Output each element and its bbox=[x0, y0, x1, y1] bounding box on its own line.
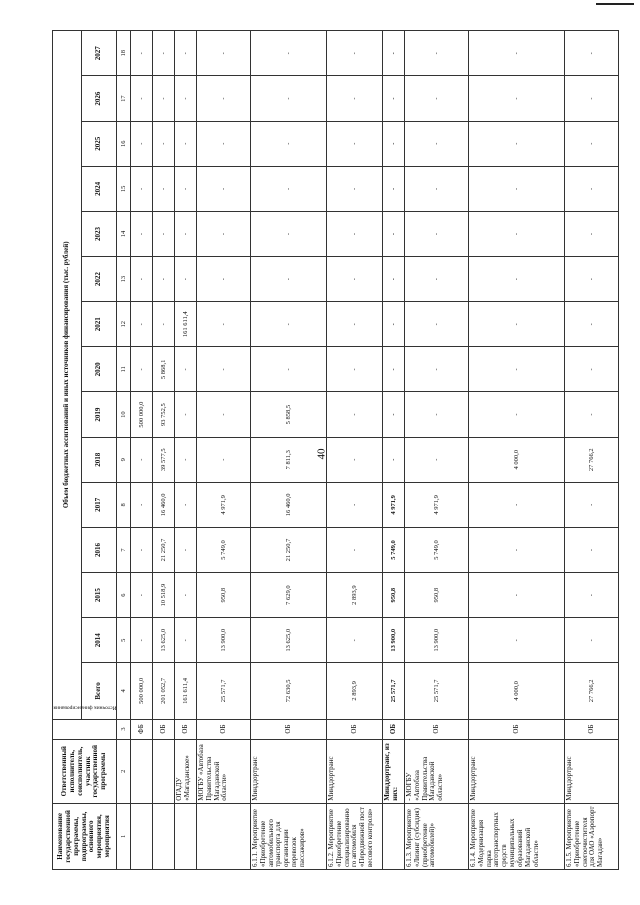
table-row bbox=[383, 31, 405, 870]
row-name: 6.1.3. Мероприятие «Лизинг (субсидия) (приобретение автомобилей)» bbox=[405, 803, 469, 869]
header-year: 2015 bbox=[82, 573, 117, 618]
column-index: 16 bbox=[117, 121, 131, 166]
header-year: 2021 bbox=[82, 302, 117, 347]
row-value: - bbox=[327, 76, 383, 121]
row-responsible: ОГАДУ «Магаданское» bbox=[175, 739, 197, 803]
row-value: - bbox=[405, 437, 469, 482]
row-value: 500 000,0 bbox=[131, 663, 153, 719]
row-value: - bbox=[469, 392, 565, 437]
row-value: 4 971,9 bbox=[405, 482, 469, 527]
row-value: - bbox=[175, 392, 197, 437]
row-value: - bbox=[197, 31, 251, 77]
row-value: - bbox=[175, 437, 197, 482]
page-number: 40 bbox=[315, 448, 328, 460]
column-index: 14 bbox=[117, 211, 131, 256]
row-value: 25 571,7 bbox=[383, 663, 405, 719]
row-value: - bbox=[197, 166, 251, 211]
row-value: - bbox=[251, 347, 327, 392]
row-value: - bbox=[175, 121, 197, 166]
row-value: - bbox=[175, 527, 197, 572]
rotated-table-wrapper bbox=[52, 30, 605, 870]
row-value: - bbox=[327, 392, 383, 437]
row-source: ОБ bbox=[405, 719, 469, 739]
row-value: - bbox=[251, 302, 327, 347]
row-value: - bbox=[131, 482, 153, 527]
row-name bbox=[131, 803, 153, 869]
row-responsible bbox=[153, 739, 175, 803]
row-name bbox=[153, 803, 175, 869]
row-value: - bbox=[131, 347, 153, 392]
row-value: - bbox=[153, 257, 175, 302]
row-value: - bbox=[175, 257, 197, 302]
row-value: - bbox=[197, 257, 251, 302]
row-value: - bbox=[197, 302, 251, 347]
row-value: - bbox=[327, 618, 383, 663]
header-year: 2017 bbox=[82, 482, 117, 527]
row-value: - bbox=[565, 527, 619, 572]
row-value: - bbox=[131, 76, 153, 121]
row-source: ОБ bbox=[383, 719, 405, 739]
row-value: 161 611,4 bbox=[175, 663, 197, 719]
row-value: - bbox=[197, 76, 251, 121]
header-year: 2014 bbox=[82, 618, 117, 663]
row-value: - bbox=[383, 211, 405, 256]
row-responsible: Минддортранс bbox=[251, 739, 327, 803]
row-value: - bbox=[175, 76, 197, 121]
row-responsible: Минддортранс bbox=[565, 739, 619, 803]
row-value: - bbox=[383, 392, 405, 437]
financing-table bbox=[52, 30, 619, 870]
header-year: 2018 bbox=[82, 437, 117, 482]
column-index: 2 bbox=[117, 739, 131, 803]
row-value: - bbox=[131, 302, 153, 347]
column-index: 13 bbox=[117, 257, 131, 302]
row-value: - bbox=[405, 347, 469, 392]
table-row bbox=[327, 31, 383, 870]
row-value: 13 625,0 bbox=[153, 618, 175, 663]
row-value: - bbox=[197, 347, 251, 392]
row-value: - bbox=[469, 166, 565, 211]
row-value: 4 000,0 bbox=[469, 663, 565, 719]
table-row bbox=[469, 31, 565, 870]
header-year: 2016 bbox=[82, 527, 117, 572]
table-row bbox=[405, 31, 469, 870]
row-value: - bbox=[197, 211, 251, 256]
row-value: - bbox=[327, 166, 383, 211]
row-value: 93 752,5 bbox=[153, 392, 175, 437]
row-value: - bbox=[131, 166, 153, 211]
row-value: - bbox=[383, 347, 405, 392]
row-value: - bbox=[153, 166, 175, 211]
row-value: 7 629,0 bbox=[251, 573, 327, 618]
row-value: - bbox=[327, 302, 383, 347]
column-index: 8 bbox=[117, 482, 131, 527]
header-year: 2024 bbox=[82, 166, 117, 211]
row-value: 161 611,4 bbox=[175, 302, 197, 347]
row-value: - bbox=[469, 573, 565, 618]
row-value: - bbox=[175, 31, 197, 77]
row-value: - bbox=[565, 121, 619, 166]
row-value: 5 749,0 bbox=[405, 527, 469, 572]
row-value: - bbox=[469, 302, 565, 347]
row-value: - bbox=[175, 482, 197, 527]
row-value: 72 630,5 bbox=[251, 663, 327, 719]
row-value: - bbox=[383, 437, 405, 482]
table-body bbox=[131, 31, 619, 870]
row-value: - bbox=[327, 211, 383, 256]
row-value: - bbox=[131, 573, 153, 618]
table-row bbox=[197, 31, 251, 870]
row-value: 5 858,5 bbox=[251, 392, 327, 437]
row-value: - bbox=[327, 437, 383, 482]
header-year: 2025 bbox=[82, 121, 117, 166]
row-value: - bbox=[469, 482, 565, 527]
row-value: 16 460,0 bbox=[251, 482, 327, 527]
table-row bbox=[153, 31, 175, 870]
row-name: 6.1.5. Мероприятие «Приобретение снегоочистителя для ОАО «Аэропорт Магадан» bbox=[565, 803, 619, 869]
row-value: - bbox=[327, 347, 383, 392]
row-value: 13 900,0 bbox=[405, 618, 469, 663]
row-value: 2 893,9 bbox=[327, 573, 383, 618]
row-value: - bbox=[405, 211, 469, 256]
row-value: - bbox=[469, 618, 565, 663]
column-index: 10 bbox=[117, 392, 131, 437]
column-index: 5 bbox=[117, 618, 131, 663]
row-value: - bbox=[175, 347, 197, 392]
row-value: - bbox=[251, 166, 327, 211]
row-value: - bbox=[131, 31, 153, 77]
row-name: 6.1.2. Мероприятие «Приобретение специализированного автомобиля «Передвижной пост весового контроля» bbox=[327, 803, 383, 869]
corner-mark bbox=[596, 3, 634, 5]
column-index: 11 bbox=[117, 347, 131, 392]
row-value: - bbox=[153, 76, 175, 121]
row-value: 21 250,7 bbox=[153, 527, 175, 572]
row-value: - bbox=[469, 211, 565, 256]
row-value: 25 571,7 bbox=[197, 663, 251, 719]
row-name: 6.1.4. Мероприятие «Модернизация парка автотранспортных средств муниципальных образований Магаданской области» bbox=[469, 803, 565, 869]
row-value: - bbox=[565, 573, 619, 618]
row-value: 27 766,2 bbox=[565, 437, 619, 482]
row-value: 39 577,5 bbox=[153, 437, 175, 482]
row-value: - bbox=[469, 257, 565, 302]
row-value: - bbox=[327, 257, 383, 302]
row-value: - bbox=[327, 31, 383, 77]
row-value: - bbox=[565, 76, 619, 121]
row-source: ОБ bbox=[251, 719, 327, 739]
row-value: - bbox=[565, 257, 619, 302]
row-value: - bbox=[405, 121, 469, 166]
column-index: 3 bbox=[117, 719, 131, 739]
row-value: - bbox=[153, 211, 175, 256]
row-value: - bbox=[153, 31, 175, 77]
row-value: - bbox=[131, 211, 153, 256]
header-year: 2019 bbox=[82, 392, 117, 437]
header-responsible: Ответственный исполнитель, соисполнитель, участник государственной программы bbox=[53, 739, 117, 803]
column-index: 6 bbox=[117, 573, 131, 618]
row-value: 4 000,0 bbox=[469, 437, 565, 482]
row-value: 201 052,7 bbox=[153, 663, 175, 719]
row-value: - bbox=[565, 31, 619, 77]
header-year: 2023 bbox=[82, 211, 117, 256]
row-responsible: Минддортранс bbox=[327, 739, 383, 803]
row-value: - bbox=[469, 527, 565, 572]
row-value: - bbox=[251, 121, 327, 166]
row-value: 950,8 bbox=[405, 573, 469, 618]
row-value: - bbox=[251, 211, 327, 256]
column-index: 4 bbox=[117, 663, 131, 719]
row-value: - bbox=[131, 527, 153, 572]
row-value: - bbox=[131, 121, 153, 166]
header-year: 2022 bbox=[82, 257, 117, 302]
column-index: 9 bbox=[117, 437, 131, 482]
row-value: - bbox=[175, 211, 197, 256]
row-value: - bbox=[469, 76, 565, 121]
row-value: - bbox=[565, 482, 619, 527]
row-value: - bbox=[565, 392, 619, 437]
row-value: - bbox=[327, 121, 383, 166]
row-name bbox=[175, 803, 197, 869]
row-value: 7 811,3 bbox=[251, 437, 327, 482]
row-value: 950,8 bbox=[383, 573, 405, 618]
row-responsible: Минддортранс, из них: bbox=[383, 739, 405, 803]
row-value: - bbox=[383, 166, 405, 211]
row-value: 5 749,0 bbox=[383, 527, 405, 572]
table-row bbox=[131, 31, 153, 870]
row-source: ОБ bbox=[197, 719, 251, 739]
row-value: 10 518,9 bbox=[153, 573, 175, 618]
row-source: ОБ bbox=[153, 719, 175, 739]
header-total: Всего bbox=[82, 663, 117, 719]
table-row bbox=[175, 31, 197, 870]
row-value: - bbox=[405, 392, 469, 437]
row-value: 5 868,1 bbox=[153, 347, 175, 392]
row-value: - bbox=[383, 121, 405, 166]
row-responsible: МОГБУ «Автобаза Правительства Магаданской области» bbox=[197, 739, 251, 803]
column-index: 15 bbox=[117, 166, 131, 211]
row-value: - bbox=[405, 76, 469, 121]
row-value: 21 250,7 bbox=[251, 527, 327, 572]
row-value: 4 971,9 bbox=[383, 482, 405, 527]
row-value: 13 625,0 bbox=[251, 618, 327, 663]
row-value: - bbox=[405, 166, 469, 211]
row-value: 5 749,0 bbox=[197, 527, 251, 572]
column-index: 18 bbox=[117, 31, 131, 77]
row-value: - bbox=[405, 302, 469, 347]
row-value: - bbox=[565, 618, 619, 663]
table-row bbox=[565, 31, 619, 870]
row-value: - bbox=[565, 347, 619, 392]
row-value: - bbox=[131, 257, 153, 302]
row-name: 6.1.1. Мероприятие «Приобретение автомобильного транспорта для организации перевозок пассажиров» bbox=[251, 803, 327, 869]
row-value: - bbox=[469, 31, 565, 77]
row-value: 4 971,9 bbox=[197, 482, 251, 527]
row-value: - bbox=[405, 257, 469, 302]
row-source: ОБ bbox=[327, 719, 383, 739]
row-value: - bbox=[153, 121, 175, 166]
row-value: - bbox=[565, 211, 619, 256]
row-value: - bbox=[405, 31, 469, 77]
header-financing-group: Объем бюджетных ассигнований и иных источников финансирования (тыс. рублей) bbox=[53, 31, 82, 720]
row-value: - bbox=[131, 618, 153, 663]
header-source: Источник финансирования bbox=[53, 719, 117, 739]
row-value: 16 460,0 bbox=[153, 482, 175, 527]
row-value: - bbox=[383, 302, 405, 347]
row-value: - bbox=[251, 31, 327, 77]
column-index-row bbox=[117, 31, 131, 870]
row-value: 950,8 bbox=[197, 573, 251, 618]
row-source: ОБ bbox=[469, 719, 565, 739]
header-year: 2027 bbox=[82, 31, 117, 77]
row-value: - bbox=[197, 392, 251, 437]
row-value: - bbox=[197, 121, 251, 166]
row-value: - bbox=[469, 347, 565, 392]
row-value: - bbox=[383, 257, 405, 302]
row-value: - bbox=[131, 437, 153, 482]
row-value: - bbox=[327, 482, 383, 527]
header-year: 2026 bbox=[82, 76, 117, 121]
row-name bbox=[383, 803, 405, 869]
row-responsible bbox=[131, 739, 153, 803]
header-year: 2020 bbox=[82, 347, 117, 392]
row-value: 2 893,9 bbox=[327, 663, 383, 719]
row-value: 500 000,0 bbox=[131, 392, 153, 437]
header-name: Наименование государственной программы, подпрограммы, основного мероприятия, мероприятия bbox=[53, 803, 117, 869]
column-index: 17 bbox=[117, 76, 131, 121]
row-value: - bbox=[565, 302, 619, 347]
row-value: - bbox=[383, 31, 405, 77]
row-value: - bbox=[251, 257, 327, 302]
row-value: 13 900,0 bbox=[383, 618, 405, 663]
row-value: 27 766,2 bbox=[565, 663, 619, 719]
row-value: - bbox=[469, 121, 565, 166]
column-index: 7 bbox=[117, 527, 131, 572]
row-name bbox=[197, 803, 251, 869]
row-value: - bbox=[197, 437, 251, 482]
row-source: ОБ bbox=[175, 719, 197, 739]
row-responsible: Минддортранс bbox=[469, 739, 565, 803]
row-responsible: - МОГБУ «Автобаза Правительства Магаданской области» bbox=[405, 739, 469, 803]
row-source: ФБ bbox=[131, 719, 153, 739]
row-source: ОБ bbox=[565, 719, 619, 739]
row-value: - bbox=[383, 76, 405, 121]
row-value: - bbox=[327, 527, 383, 572]
row-value: - bbox=[565, 166, 619, 211]
row-value: 13 900,0 bbox=[197, 618, 251, 663]
row-value: - bbox=[251, 76, 327, 121]
row-value: - bbox=[175, 166, 197, 211]
column-index: 1 bbox=[117, 803, 131, 869]
column-index: 12 bbox=[117, 302, 131, 347]
row-value: 25 571,7 bbox=[405, 663, 469, 719]
row-value: - bbox=[153, 302, 175, 347]
row-value: - bbox=[175, 573, 197, 618]
row-value: - bbox=[175, 618, 197, 663]
table-row bbox=[251, 31, 327, 870]
